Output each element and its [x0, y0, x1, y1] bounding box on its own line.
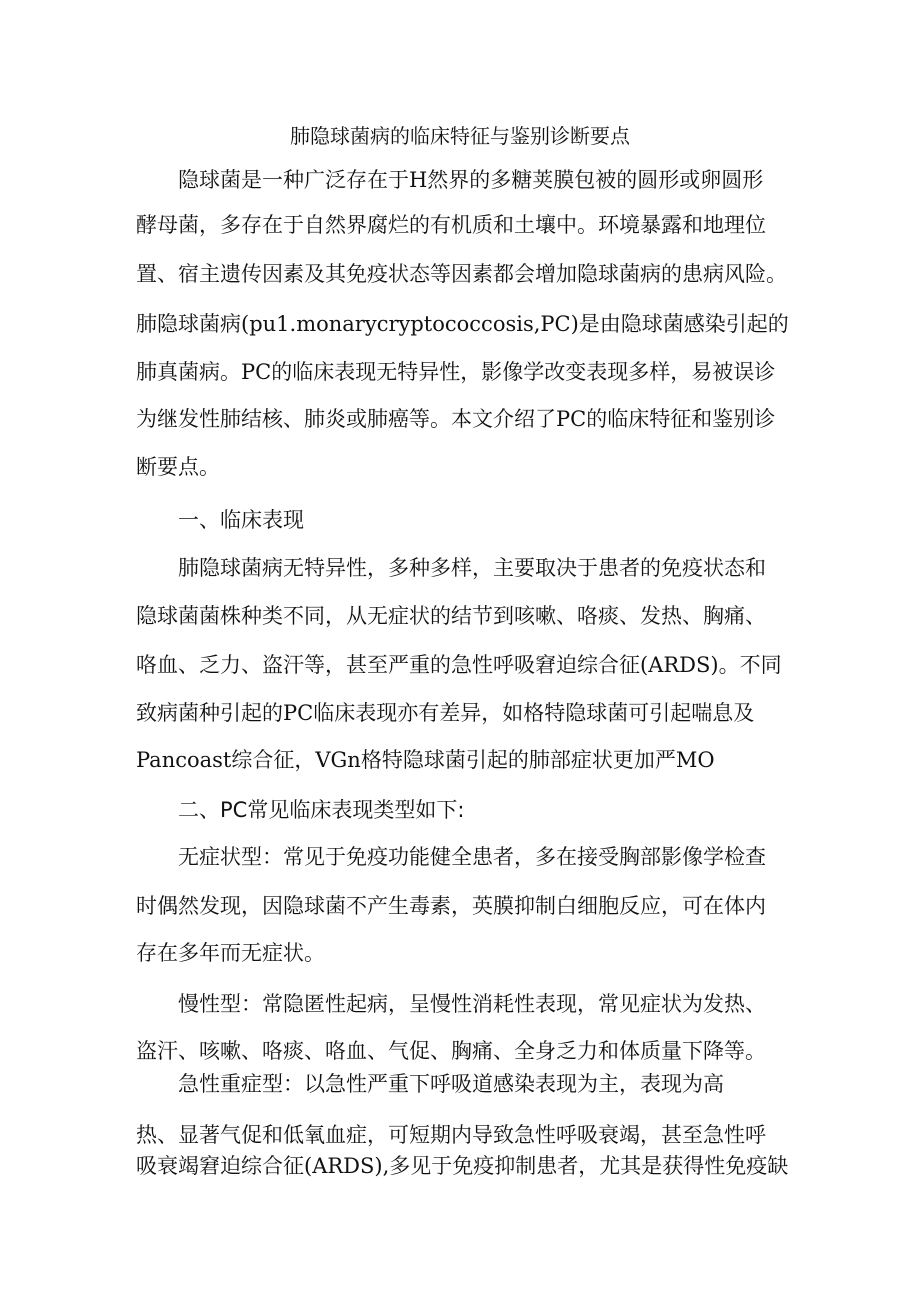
type-1-line-1: 无症状型：常见于免疫功能健全患者，多在接受胸部影像学检查 — [178, 845, 766, 869]
section-1-line-3: 咯血、乏力、盗汗等，甚至严重的急性呼吸窘迫综合征(ARDS)。不同 — [136, 653, 782, 677]
type-2-line-1: 慢性型：常隐匿性起病，呈慢性消耗性表现，常见症状为发热、 — [178, 992, 766, 1016]
section-1-line-1: 肺隐球菌病无特异性，多种多样，主要取决于患者的免疫状态和 — [178, 556, 766, 580]
intro-line-1: 隐球菌是一种广泛存在于H然界的多糖荚膜包被的圆形或卵圆形 — [178, 168, 764, 192]
intro-line-7: 断要点。 — [136, 455, 220, 479]
section-1-line-5: Pancoast综合征，VGn格特隐球菌引起的肺部症状更加严MO — [136, 748, 715, 772]
type-3-line-1: 急性重症型：以急性严重下呼吸道感染表现为主，表现为高 — [178, 1072, 724, 1096]
type-1-line-3: 存在多年而无症状。 — [136, 941, 325, 965]
intro-line-4: 肺隐球菌病(pu1.monarycryptococcosis,PC)是由隐球菌感染引起的 — [136, 312, 789, 336]
intro-line-2: 酵母菌，多存在于自然界腐烂的有机质和土壤中。环境暴露和地理位 — [136, 213, 766, 237]
type-1-line-2: 时偶然发现，因隐球菌不产生毒素，英膜抑制白细胞反应，可在体内 — [136, 894, 766, 918]
type-3-line-2: 热、显著气促和低氧血症，可短期内导致急性呼吸衰竭，甚至急性呼 — [136, 1123, 766, 1147]
type-2-line-2: 盗汗、咳嗽、咯痰、咯血、气促、胸痛、全身乏力和体质量下降等。 — [136, 1039, 766, 1063]
type-3-line-3: 吸衰竭窘迫综合征(ARDS),多见于免疫抑制患者，尤其是获得性免疫缺 — [136, 1154, 789, 1178]
section-2-heading: 二、PC常见临床表现类型如下: — [178, 798, 465, 822]
section-1-heading: 一、临床表现 — [178, 508, 304, 532]
intro-line-5: 肺真菌病。PC的临床表现无特异性，影像学改变表现多样，易被误诊 — [136, 360, 776, 384]
document-title: 肺隐球菌病的临床特征与鉴别诊断要点 — [290, 124, 630, 148]
section-1-line-2: 隐球菌菌株种类不同，从无症状的结节到咳嗽、咯痰、发热、胸痛、 — [136, 604, 766, 628]
intro-line-3: 置、宿主遗传因素及其免疫状态等因素都会增加隐球菌病的患病风险。 — [136, 262, 787, 286]
intro-line-6: 为继发性肺结核、肺炎或肺癌等。本文介绍了PC的临床特征和鉴别诊 — [136, 407, 776, 431]
section-1-line-4: 致病菌种引起的PC临床表现亦有差异，如格特隐球菌可引起喘息及 — [136, 701, 755, 725]
